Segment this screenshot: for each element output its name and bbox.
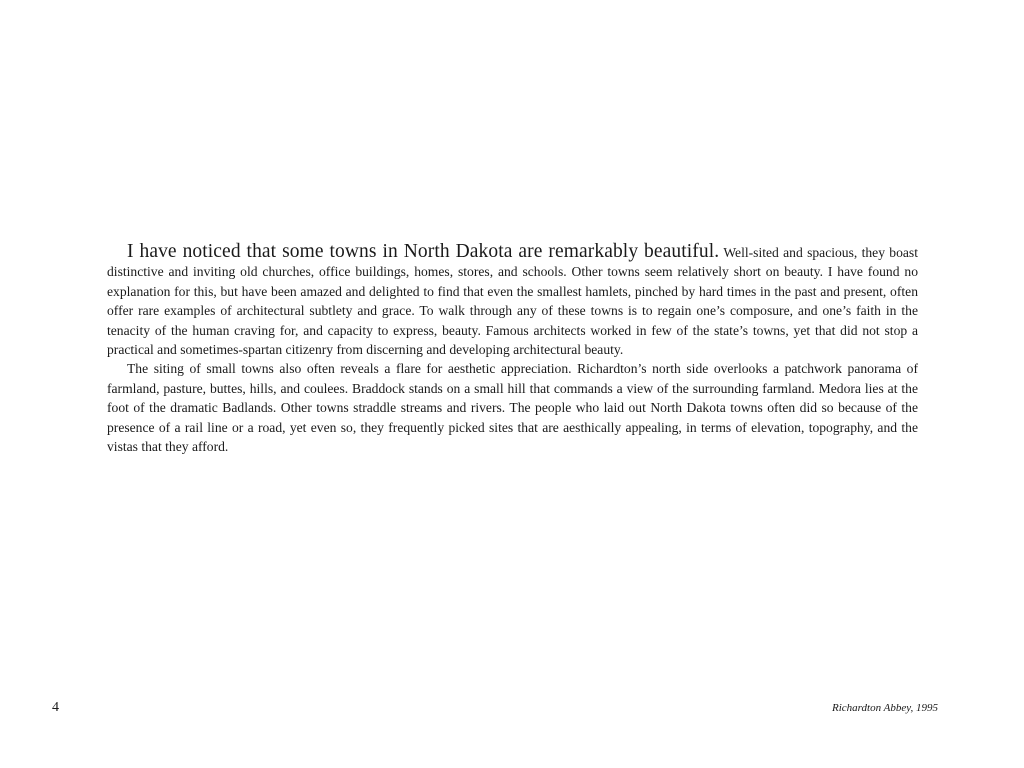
- paragraph-1-text: Well-sited and spacious, they boast distinctive and inviting old churches, office buildings, homes, stores, and schools. Other towns seem relatively short on beauty. I have found no explanation for this, but have been amazed and delighted to find that even the smallest hamlets, pinched by hard times in the past and present, often offer rare examples of architectural subtlety and grace. To walk through any of these towns is to regain one’s composure, and one’s faith in the tenacity of the human craving for, and capacity to express, beauty. Famous architects worked in few of the state’s towns, yet that did not stop a practical and sometimes-spartan citizenry from discerning and developing architectural beauty.: [107, 245, 919, 358]
- lead-sentence: I have noticed that some towns in North Dakota are remarkably beautiful.: [127, 241, 720, 262]
- paragraph-1: [107, 242, 918, 359]
- paragraph-2: The siting of small towns also often reveals a flare for aesthetic appreciation. Richardton’s north side overlooks a patchwork panorama of farmland, pasture, buttes, hills, and coulees. Braddock stands on a small hill that commands a view of the surrounding farmland. Medora lies at the foot of the dramatic Badlands. Other towns straddle streams and rivers. The people who laid out North Dakota towns often did so because of the presence of a rail line or a road, yet even so, they frequently picked sites that are aesthically appealing, in terms of elevation, topography, and the vistas that they afford.: [107, 361, 918, 455]
- body-text: [107, 242, 918, 456]
- photo-caption: Richardton Abbey, 1995: [831, 702, 938, 714]
- page-number: 4: [52, 700, 59, 715]
